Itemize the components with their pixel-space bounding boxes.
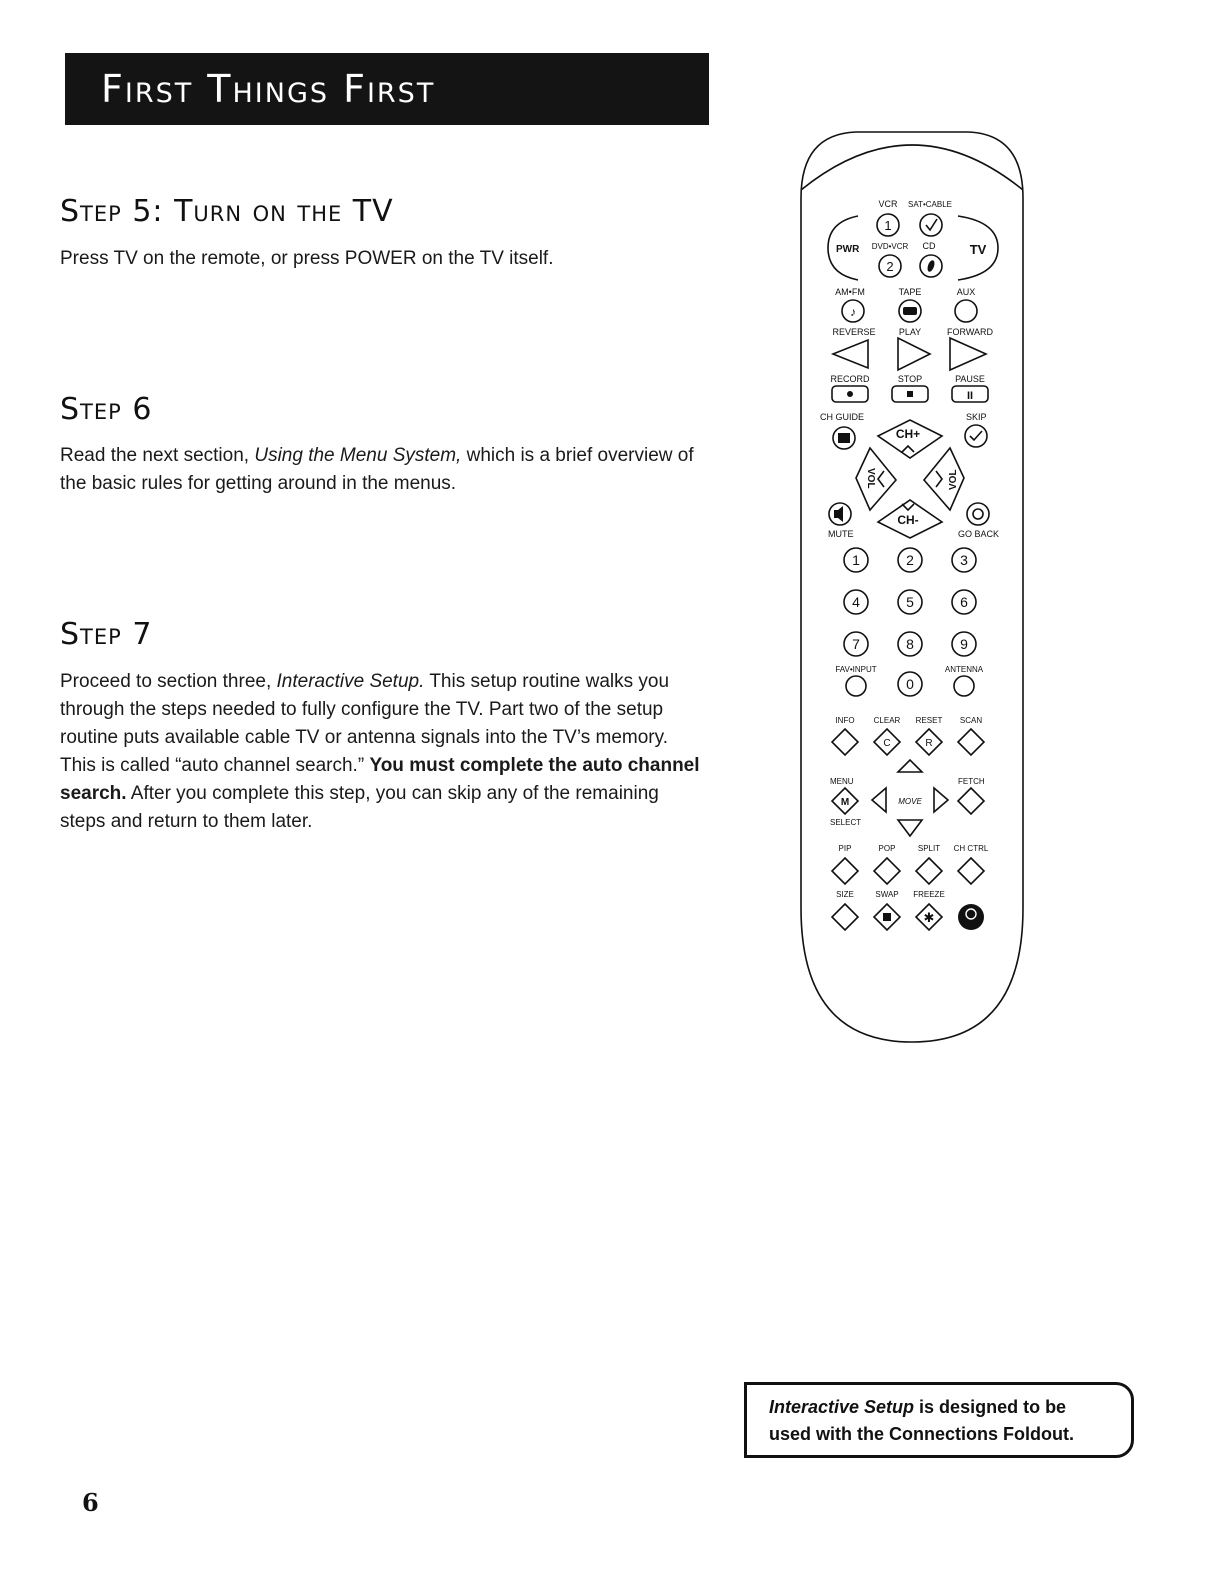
digit-0-label: 0 — [906, 676, 914, 692]
cd-icon — [926, 259, 936, 272]
size-button[interactable] — [832, 904, 858, 930]
note-line-2: used with the Connections Foldout. — [769, 1424, 1074, 1444]
antenna-button[interactable] — [954, 676, 974, 696]
dvd-vcr-button-number: 2 — [886, 259, 894, 274]
menu-button-glyph: M — [840, 797, 850, 808]
label-scan: SCAN — [959, 716, 983, 725]
reverse-button[interactable] — [833, 340, 868, 368]
label-info: INFO — [835, 716, 855, 725]
label-reverse: REVERSE — [832, 327, 876, 337]
step-5-heading: Step 5: Turn on the TV — [60, 194, 394, 229]
label-tape: TAPE — [898, 287, 922, 297]
step-5-text: Press TV on the remote, or press POWER on the TV itself. — [60, 248, 554, 269]
move-left-button[interactable] — [872, 788, 886, 812]
label-tv: TV — [969, 242, 987, 257]
label-vol-right: VOL — [948, 469, 959, 490]
label-dvd-vcr: DVD•VCR — [871, 242, 909, 251]
section-banner — [65, 53, 709, 125]
label-vcr: VCR — [878, 199, 898, 209]
sat-cable-icon — [926, 219, 937, 230]
label-skip: SKIP — [966, 412, 987, 422]
label-vol-left: VOL — [865, 468, 876, 489]
forward-button[interactable] — [950, 338, 986, 370]
record-icon — [847, 391, 853, 397]
label-play: PLAY — [898, 327, 922, 337]
label-pwr: PWR — [836, 244, 860, 255]
go-back-button[interactable] — [967, 503, 989, 525]
ch-ctrl-button[interactable] — [958, 858, 984, 884]
step-7-heading: Step 7 — [60, 617, 153, 652]
go-back-icon — [973, 509, 983, 519]
pause-icon: II — [966, 390, 974, 402]
label-fetch: FETCH — [958, 777, 985, 786]
label-am-fm: AM•FM — [835, 287, 865, 297]
left-arrow-icon — [878, 471, 884, 487]
remote-top-curve — [801, 145, 1023, 190]
step-7-text: Proceed to section three, Interactive Setup. This setup routine walks you through the steps needed to fully configure the TV. Part two of the setup routine puts available cable TV or antenna signals into the TV’s memory. This is called “auto channel search.” You must complete the auto channel search. After you complete this step, you can skip any of the remaining steps and return to them later. — [60, 671, 700, 832]
digit-4-label: 4 — [852, 594, 860, 610]
label-pop: POP — [878, 844, 896, 853]
label-move: MOVE — [898, 797, 922, 806]
label-forward: FORWARD — [947, 327, 993, 337]
mute-icon — [834, 506, 843, 522]
label-go-back: GO BACK — [958, 529, 1000, 539]
label-pause: PAUSE — [955, 374, 985, 384]
skip-button[interactable] — [965, 425, 987, 447]
freeze-icon: ✱ — [923, 910, 935, 925]
step-6-text: Read the next section, Using the Menu System, which is a brief overview of the basic rules for getting around in the menus. — [60, 445, 694, 494]
label-swap: SWAP — [875, 890, 899, 899]
pip-button[interactable] — [832, 858, 858, 884]
aux-button[interactable] — [955, 300, 977, 322]
step-6-heading: Step 6 — [60, 392, 153, 427]
label-clear: CLEAR — [873, 716, 901, 725]
move-right-button[interactable] — [934, 788, 948, 812]
section-title: First Things First — [101, 67, 436, 111]
number-pad — [835, 548, 983, 696]
fav-input-button[interactable] — [846, 676, 866, 696]
digit-9-label: 9 — [960, 636, 968, 652]
light-button[interactable] — [958, 904, 984, 930]
vcr-button-number: 1 — [884, 218, 892, 233]
digit-2-label: 2 — [906, 552, 914, 568]
pop-button[interactable] — [874, 858, 900, 884]
fetch-button[interactable] — [958, 788, 984, 814]
label-reset: RESET — [915, 716, 943, 725]
music-note-icon: ♪ — [850, 305, 856, 319]
skip-icon — [970, 431, 982, 440]
scan-button[interactable] — [958, 729, 984, 755]
setup-note — [744, 1382, 1134, 1458]
label-sat-cable: SAT•CABLE — [908, 200, 952, 209]
label-freeze: FREEZE — [913, 890, 945, 899]
label-pip: PIP — [838, 844, 852, 853]
label-mute: MUTE — [828, 529, 854, 539]
label-select: SELECT — [830, 818, 862, 827]
sat-cable-button[interactable] — [920, 214, 942, 236]
up-arrow-icon — [902, 446, 914, 452]
label-antenna: ANTENNA — [944, 665, 984, 674]
label-size: SIZE — [836, 890, 854, 899]
digit-6-label: 6 — [960, 594, 968, 610]
stop-icon — [907, 391, 913, 397]
play-button[interactable] — [898, 338, 930, 370]
swap-icon — [883, 913, 891, 921]
digit-8-label: 8 — [906, 636, 914, 652]
label-split: SPLIT — [917, 844, 941, 853]
label-fav-input: FAV•INPUT — [835, 665, 877, 674]
label-ch-plus: CH+ — [895, 427, 921, 441]
digit-1-label: 1 — [852, 552, 860, 568]
digit-5-label: 5 — [906, 594, 914, 610]
page-number: 6 — [82, 1488, 99, 1517]
note-line-1: Interactive Setup is designed to be — [769, 1397, 1067, 1417]
tape-icon — [903, 307, 917, 315]
label-record: RECORD — [830, 374, 870, 384]
down-arrow-icon — [902, 504, 914, 510]
digit-7-label: 7 — [852, 636, 860, 652]
remote-control-illustration — [798, 128, 1028, 1046]
move-up-button[interactable] — [898, 760, 922, 772]
info-button[interactable] — [832, 729, 858, 755]
label-ch-minus: CH- — [897, 513, 919, 527]
label-stop: STOP — [897, 374, 923, 384]
label-ch-guide: CH GUIDE — [820, 412, 865, 422]
reset-button-glyph: R — [925, 738, 933, 749]
label-cd: CD — [922, 241, 936, 251]
right-arrow-icon — [936, 471, 942, 487]
label-ch-ctrl: CH CTRL — [953, 844, 989, 853]
digit-3-label: 3 — [960, 552, 968, 568]
label-menu: MENU — [830, 777, 854, 786]
clear-button-glyph: C — [883, 738, 891, 749]
move-down-button[interactable] — [898, 820, 922, 836]
label-aux: AUX — [956, 287, 976, 297]
split-button[interactable] — [916, 858, 942, 884]
guide-icon — [838, 433, 850, 443]
